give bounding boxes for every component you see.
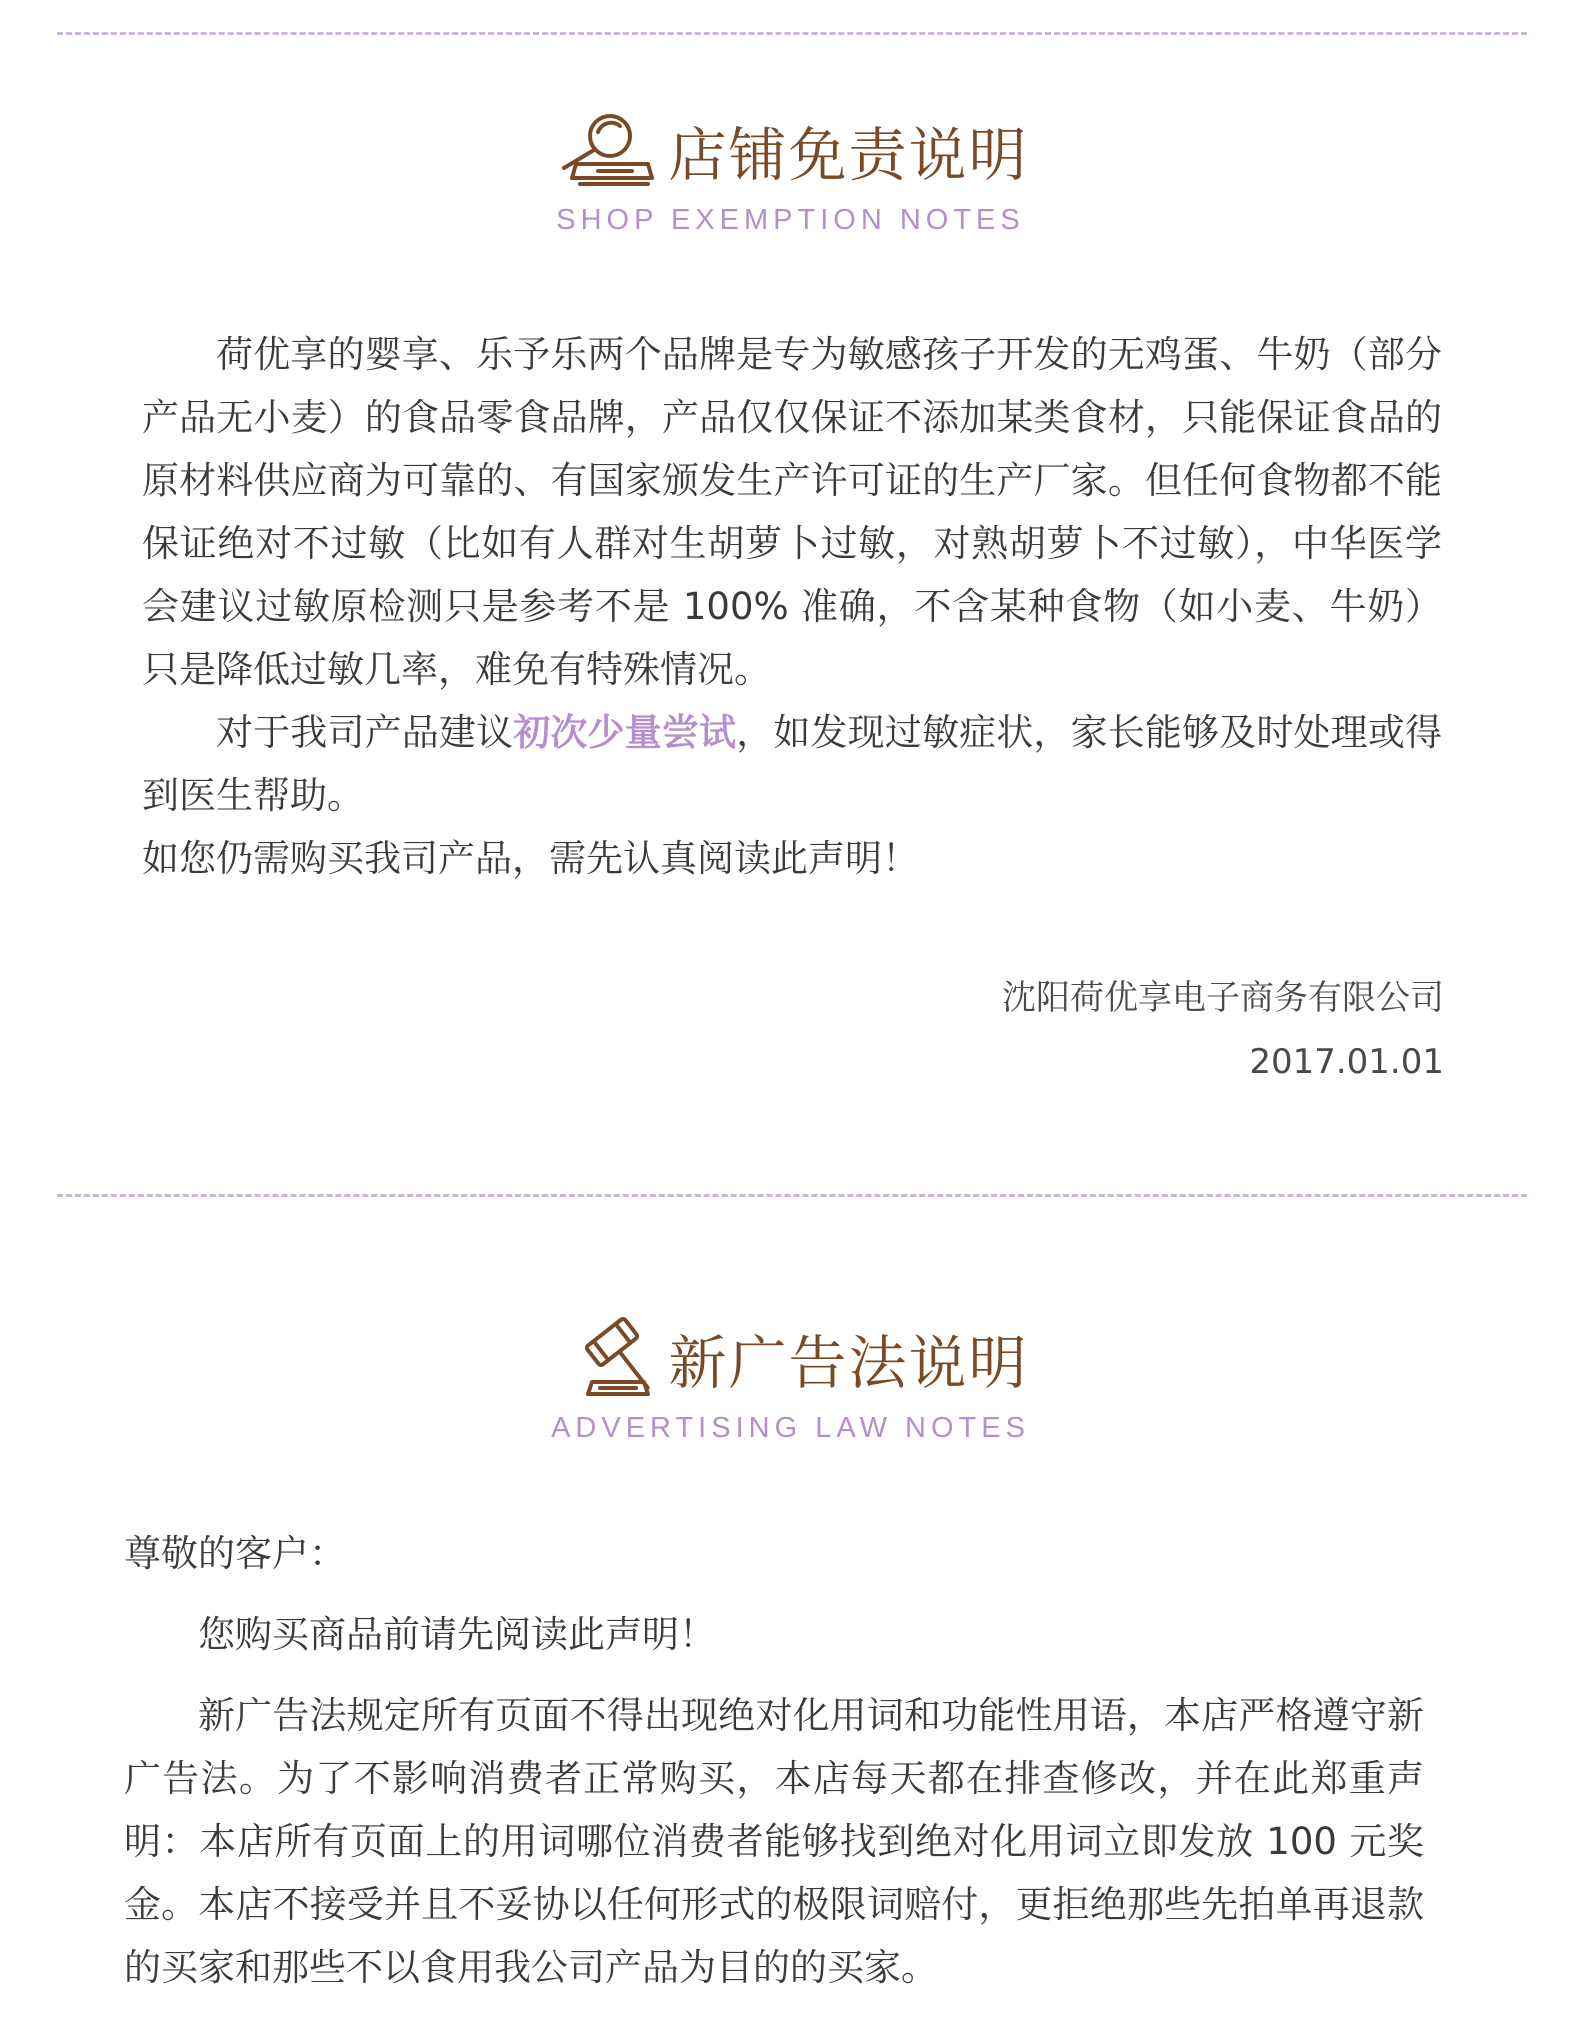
- signature: [1002, 966, 1444, 1094]
- section2-greeting: 尊敬的客户：: [124, 1532, 346, 1575]
- gavel-icon: [552, 1316, 656, 1400]
- para2-after: ，如发现过敏症状，家长能够及时处理或得到医生帮助。: [142, 711, 1442, 817]
- signature-date: 2017.01.01: [1249, 1042, 1444, 1082]
- magnifier-scale-icon: [552, 108, 656, 192]
- company-name: 沈阳荷优享电子商务有限公司: [1002, 978, 1444, 1018]
- section1-header: [0, 108, 1581, 237]
- section1-paragraph-3: 如您仍需购买我司产品，需先认真阅读此声明！: [142, 837, 919, 880]
- section2-title: 新广告法说明: [668, 1329, 1029, 1397]
- highlight-text: 初次少量尝试: [513, 711, 737, 754]
- section2-title-row: [552, 1316, 1028, 1400]
- section1-title-row: [552, 108, 1028, 192]
- section1-body: [142, 323, 1442, 890]
- section1-subtitle: SHOP EXEMPTION NOTES: [556, 204, 1025, 236]
- para2-before: 对于我司产品建议: [216, 711, 514, 754]
- section2-subtitle: ADVERTISING LAW NOTES: [551, 1412, 1030, 1444]
- section1-paragraph-2: [142, 701, 1442, 827]
- divider-top: [57, 32, 1527, 35]
- section2-header: [0, 1316, 1581, 1445]
- section1-title: 店铺免责说明: [668, 121, 1029, 189]
- section2-paragraph-1: 您购买商品前请先阅读此声明！: [198, 1613, 716, 1656]
- section2-paragraph-2: 新广告法规定所有页面不得出现绝对化用词和功能性用语，本店严格遵守新广告法。为了不影响消费者正常购买，本店每天都在排查修改，并在此郑重声明：本店所有页面上的用词哪位消费者能够找到绝对化用词立即发放 100 元奖金。本店不接受并且不妥协以任何形式的极限词赔付，更拒绝那些先拍单再退款的买家和那些不以食用我公司产品为目的的买家。: [124, 1694, 1424, 1989]
- divider-middle: [57, 1194, 1527, 1197]
- section2-body: [124, 1522, 1424, 1999]
- section1-paragraph-1: 荷优享的婴享、乐予乐两个品牌是专为敏感孩子开发的无鸡蛋、牛奶（部分产品无小麦）的食品零食品牌，产品仅仅保证不添加某类食材，只能保证食品的原材料供应商为可靠的、有国家颁发生产许可证的生产厂家。但任何食物都不能保证绝对不过敏（比如有人群对生胡萝卜过敏，对熟胡萝卜不过敏），中华医学会建议过敏原检测只是参考不是 100% 准确，不含某种食物（如小麦、牛奶）只是降低过敏几率，难免有特殊情况。: [142, 333, 1442, 691]
